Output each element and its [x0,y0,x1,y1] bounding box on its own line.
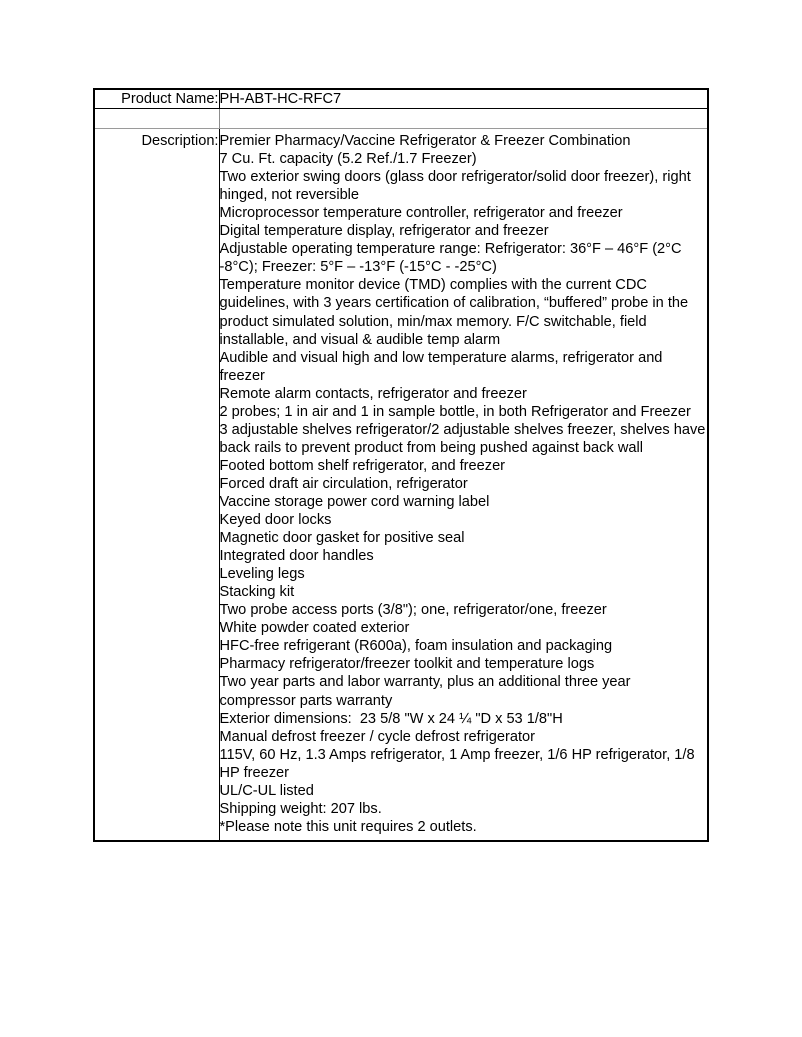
description-line: *Please note this unit requires 2 outlets. [219,818,477,835]
description-value [219,129,708,841]
table-row-product-name [94,89,708,109]
description-line: Two year parts and labor warranty, plus an additional three year compressor parts warranty [219,674,635,709]
description-line: Forced draft air circulation, refrigerator [219,475,468,492]
description-line: Manual defrost freezer / cycle defrost refrigerator [219,728,536,745]
description-line: 7 Cu. Ft. capacity (5.2 Ref./1.7 Freezer) [219,151,477,168]
description-line: Microprocessor temperature controller, refrigerator and freezer [219,205,623,222]
description-line: Temperature monitor device (TMD) complies with the current CDC guidelines, with 3 years certification of calibration, “buffered” probe in the product simulated solution, min/max memory. F/C switchable, field installable, and visual & audible temp alarm [219,277,693,348]
description-line: 3 adjustable shelves refrigerator/2 adjustable shelves freezer, shelves have back rails to prevent product from being pushed against back wall [219,421,710,456]
description-line: Magnetic door gasket for positive seal [219,530,465,547]
spacer-value-cell [219,109,708,129]
description-line: Keyed door locks [219,512,332,529]
description-line: Two exterior swing doors (glass door refrigerator/solid door freezer), right hinged, not reversible [219,169,695,204]
description-line: Stacking kit [219,584,295,601]
description-line: Two probe access ports (3/8"); one, refrigerator/one, freezer [219,602,607,619]
description-line: Leveling legs [219,566,305,583]
product-spec-table [93,88,709,842]
description-line: Premier Pharmacy/Vaccine Refrigerator & Freezer Combination [219,133,631,150]
description-line: Integrated door handles [219,548,374,565]
spacer-label-cell [94,109,219,129]
description-line: Audible and visual high and low temperature alarms, refrigerator and freezer [219,349,667,384]
description-line: 2 probes; 1 in air and 1 in sample bottle, in both Refrigerator and Freezer [219,403,691,420]
description-line: Footed bottom shelf refrigerator, and freezer [219,457,506,474]
product-name-value: PH-ABT-HC-RFC7 [219,89,708,109]
description-line: Remote alarm contacts, refrigerator and freezer [219,385,527,402]
description-line: Vaccine storage power cord warning label [219,493,490,510]
description-line: Pharmacy refrigerator/freezer toolkit and temperature logs [219,656,595,673]
description-line: Shipping weight: 207 lbs. [219,800,382,817]
description-label: Description: [94,129,219,841]
description-line: Adjustable operating temperature range: Refrigerator: 36°F – 46°F (2°C -8°C); Freezer: 5°F – -13°F (-15°C - -25°C) [219,241,686,276]
table-row-description [94,129,708,841]
table-row-spacer [94,109,708,129]
description-line: 115V, 60 Hz, 1.3 Amps refrigerator, 1 Amp freezer, 1/6 HP refrigerator, 1/8 HP freezer [219,746,699,781]
description-line: UL/C-UL listed [219,782,314,799]
description-line: Digital temperature display, refrigerator and freezer [219,223,549,240]
description-line: White powder coated exterior [219,620,410,637]
description-line: HFC-free refrigerant (R600a), foam insulation and packaging [219,638,613,655]
product-name-label: Product Name: [94,89,219,109]
description-line: Exterior dimensions: 23 5/8 "W x 24 ¼ "D x 53 1/8"H [219,710,563,727]
description-line-list [220,132,708,836]
